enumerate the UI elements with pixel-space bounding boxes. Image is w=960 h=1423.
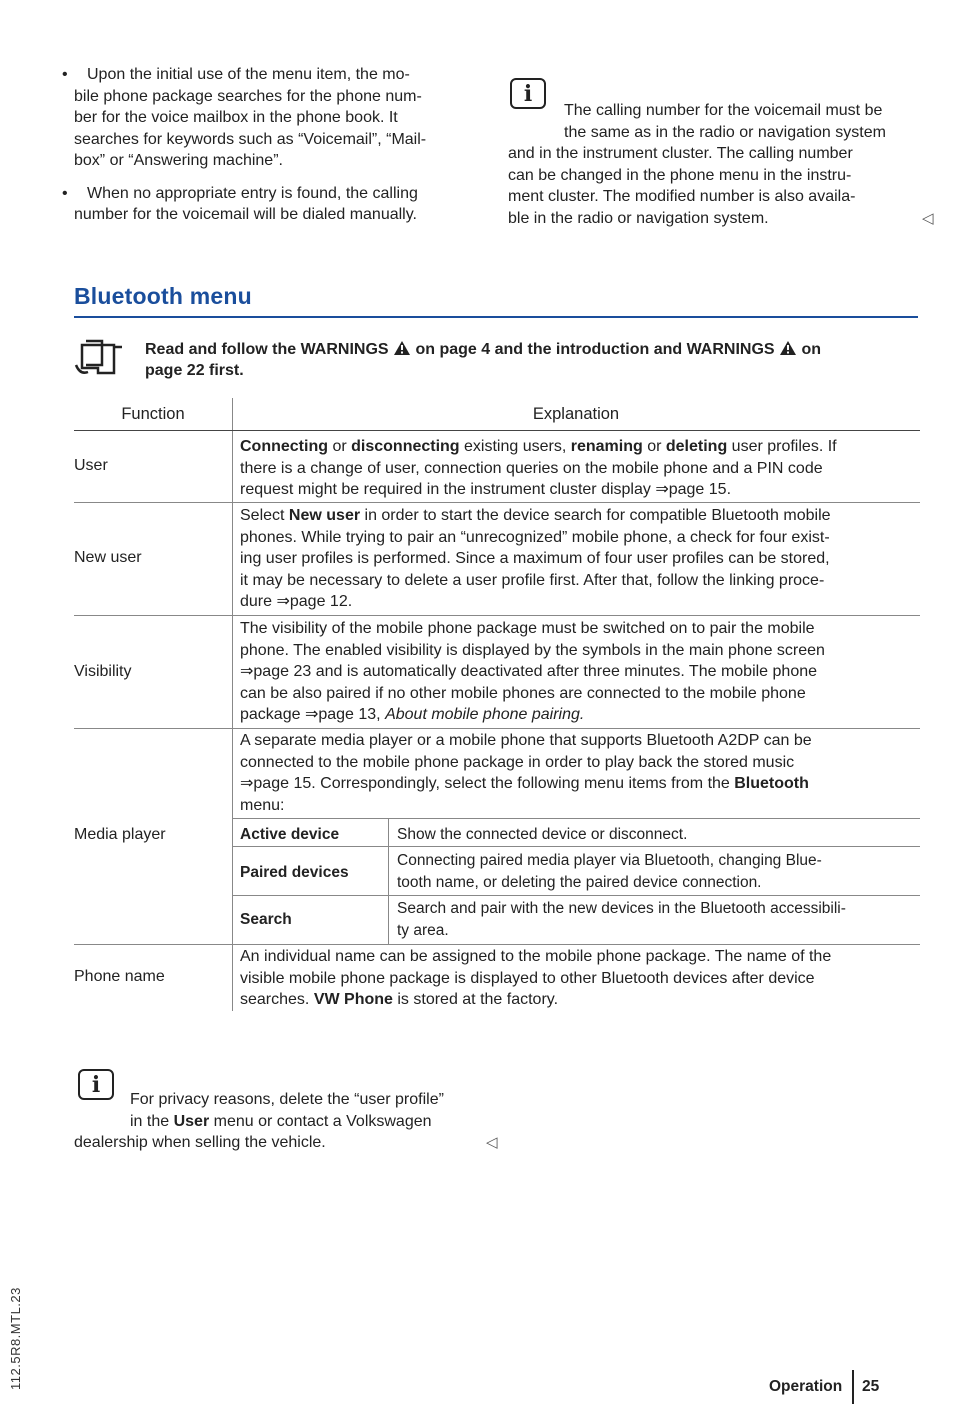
- book-icon: [74, 335, 124, 382]
- warning-triangle-icon: [393, 340, 411, 356]
- subtable-divider: [232, 846, 920, 847]
- back-arrow-icon: ◁: [922, 209, 934, 227]
- bullet-paragraph-1: [62, 64, 494, 172]
- info-icon: i: [78, 1069, 114, 1100]
- bullet-dot: •: [62, 184, 68, 202]
- row-divider: [74, 615, 920, 616]
- intro-right-note: [508, 60, 934, 229]
- bullet2-line: number for the voicemail will be dialed manually.: [74, 206, 417, 223]
- bullet-paragraph-2: [62, 183, 494, 226]
- row-label-new-user: New user: [74, 549, 142, 566]
- privacy-line: For privacy reasons, delete the “user profile”: [130, 1091, 444, 1108]
- footer-divider: [852, 1370, 854, 1404]
- row-explanation-user: Connecting or disconnecting existing users, renaming or deleting user profiles. If there is a change of user, connection queries on the mobile phone and a PIN code request might be required in the instrument cluster display ⇒page 15.: [240, 438, 837, 498]
- sub-label-paired-devices: Paired devices: [240, 864, 349, 881]
- bullet1-line: Upon the initial use of the menu item, the mo-: [87, 66, 410, 83]
- sub-label-search: Search: [240, 911, 292, 928]
- footer-section-title: Operation: [769, 1378, 843, 1395]
- function-table: [74, 398, 920, 1018]
- intro-left: [62, 64, 494, 226]
- privacy-line: dealership when selling the vehicle. ◁: [74, 1132, 514, 1154]
- row-explanation-phone-name: An individual name can be assigned to the mobile phone package. The name of the visible mobile phone package is displayed to other Bluetooth devices after device searches. VW Phone is stored at the factory.: [240, 948, 832, 1008]
- note-line: can be changed in the phone menu in the instru-: [508, 166, 852, 184]
- sub-label-active-device: Active device: [240, 826, 340, 843]
- subtable-column-divider: [388, 818, 389, 944]
- subtable-divider: [232, 818, 920, 819]
- bullet-dot: •: [62, 66, 68, 83]
- subtable-divider: [232, 895, 920, 896]
- row-explanation-media-player: A separate media player or a mobile phone that supports Bluetooth A2DP can be connected to the mobile phone package in order to play back the stored music ⇒page 15. Correspondingly, select the following menu items from the Bluetooth menu:: [240, 732, 812, 814]
- sub-text-search: Search and pair with the new devices in the Bluetooth accessibili- ty area.: [397, 900, 846, 939]
- info-icon: i: [510, 78, 546, 109]
- row-explanation-new-user: Select New user in order to start the device search for compatible Bluetooth mobile phones. While trying to pair an “unrecognized” mobile phone, a check for four exist- ing user profiles is performed. Since a maximum of four user profiles can be stored, it may be necessary to delete a user profile first. After that, follow the linking proce- dure ⇒page 12.: [240, 507, 831, 610]
- sub-text-paired-devices: Connecting paired media player via Bluetooth, changing Blue- tooth name, or deleting the paired device connection.: [397, 852, 822, 891]
- bullet1-line: ber for the voice mailbox in the phone book. It: [74, 109, 398, 126]
- privacy-line: in the User menu or contact a Volkswagen: [130, 1112, 432, 1130]
- note-line: and in the instrument cluster. The calling number: [508, 145, 853, 162]
- header-explanation: Explanation: [532, 405, 620, 423]
- section-heading: Bluetooth menu: [74, 283, 252, 309]
- bullet2-line: When no appropriate entry is found, the calling: [87, 184, 418, 202]
- note-line: the same as in the radio or navigation system: [564, 123, 886, 141]
- warning-text: Read and follow the WARNINGS on page 4 and the introduction and WARNINGS on page 22 first.: [145, 339, 925, 381]
- sub-text-active-device: Show the connected device or disconnect.: [397, 826, 688, 843]
- note-line: ble in the radio or navigation system. ◁: [508, 208, 928, 230]
- privacy-note: [74, 1053, 514, 1154]
- row-label-phone-name: Phone name: [74, 968, 165, 985]
- warning-line-2: page 22 first.: [145, 362, 244, 379]
- bullet1-line: box” or “Answering machine”.: [74, 152, 283, 169]
- row-divider: [74, 502, 920, 503]
- table-column-divider: [232, 398, 233, 1011]
- header-function: Function: [121, 405, 185, 423]
- back-arrow-icon: ◁: [486, 1134, 498, 1151]
- row-label-media-player: Media player: [74, 826, 166, 843]
- row-label-visibility: Visibility: [74, 663, 132, 680]
- page-number: 25: [862, 1378, 880, 1395]
- row-label-user: User: [74, 457, 108, 474]
- row-divider: [74, 728, 920, 729]
- header-rule: [74, 430, 920, 431]
- bullet1-line: bile phone package searches for the phone num-: [74, 87, 422, 105]
- warning-triangle-icon: [779, 340, 797, 356]
- note-line: ment cluster. The modified number is also availa-: [508, 188, 856, 205]
- row-explanation-visibility: The visibility of the mobile phone package must be switched on to pair the mobile phone. The enabled visibility is displayed by the symbols in the main phone screen ⇒page 23 and is automatically deactivated after three minutes. The mobile phone can be also paired if no other mobile phones are connected to the mobile phone package ⇒page 13, About mobile phone pairing.: [240, 620, 825, 723]
- row-divider: [74, 944, 920, 945]
- note-line: The calling number for the voicemail must be: [564, 102, 883, 119]
- bullet1-line: searches for keywords such as “Voicemail”, “Mail-: [74, 130, 427, 148]
- section-rule: [74, 316, 918, 318]
- document-code: 112.5R8.MTL.23: [8, 1287, 23, 1390]
